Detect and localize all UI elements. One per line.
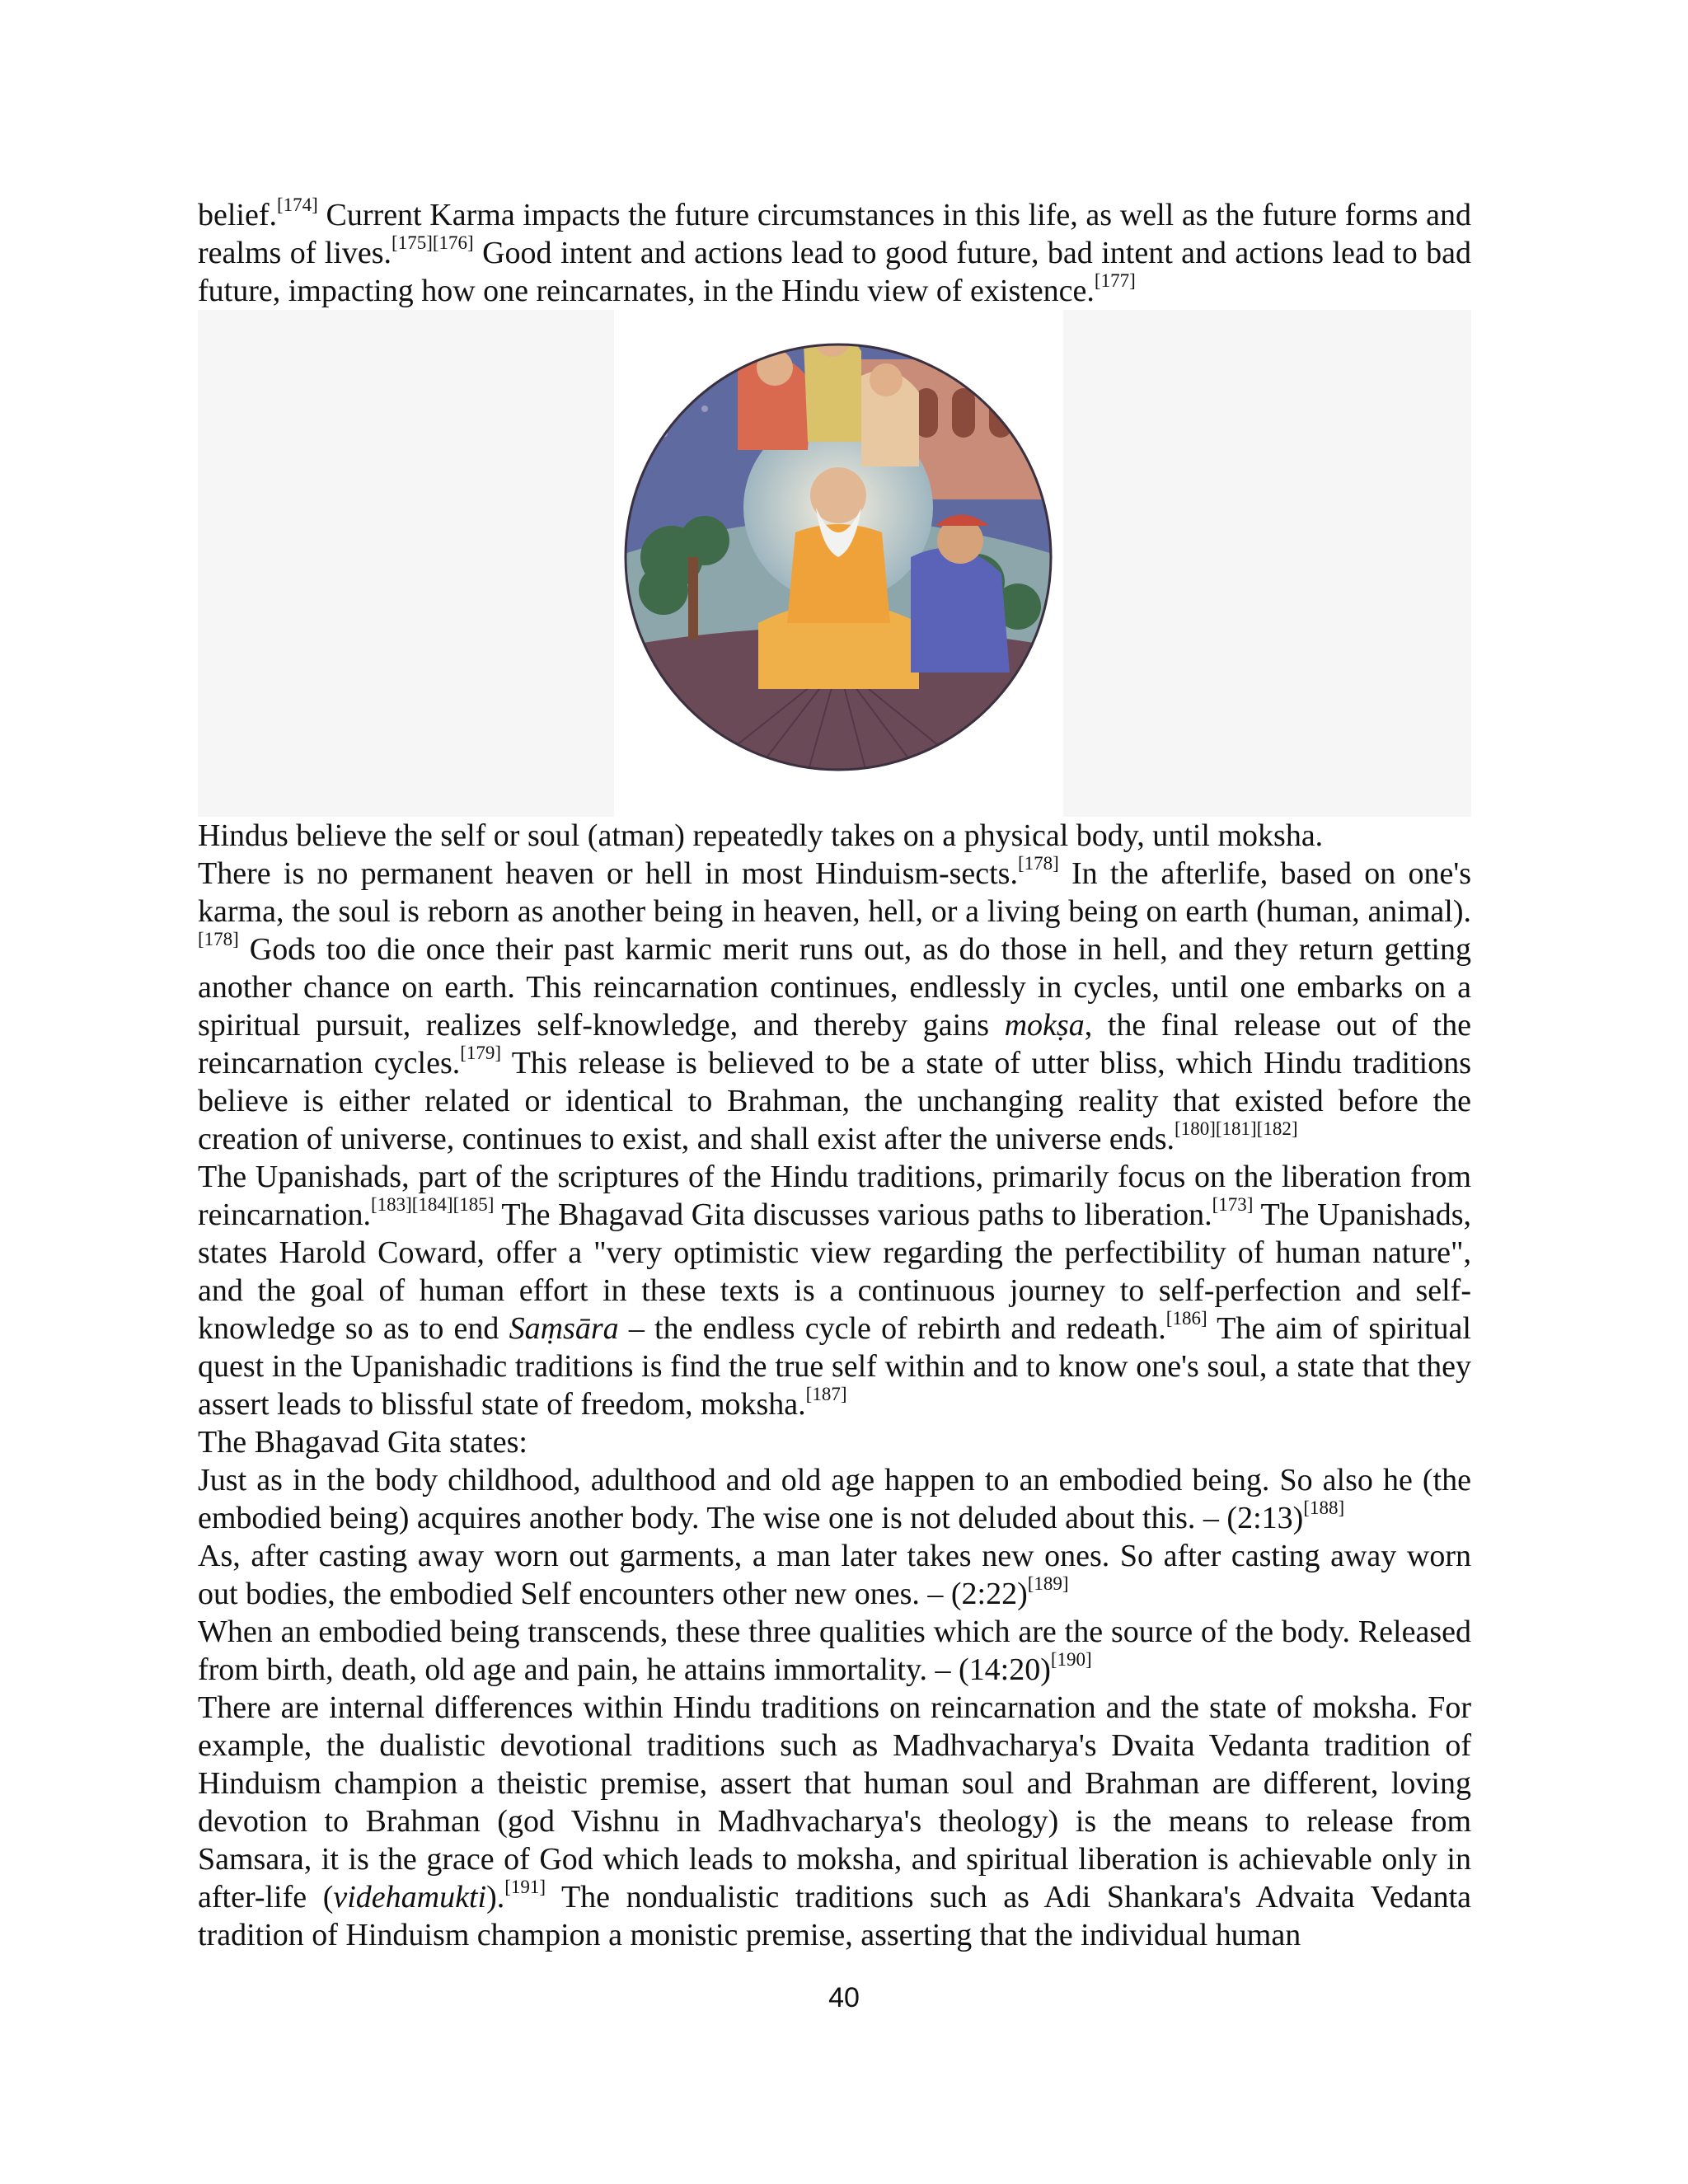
citation-link[interactable]: [179] xyxy=(460,1043,502,1063)
text-run: This release is believed to be a state of utter bliss, which Hindu traditions believe is either related or identical to Brahman, the unchanging reality that existed before the creation of universe, continues to exist, and shall exist after the universe ends. xyxy=(198,1046,1471,1156)
circular-painting xyxy=(614,310,1063,817)
citation-link[interactable]: [178] xyxy=(198,929,239,949)
paragraph-traditions xyxy=(198,1689,1471,1954)
paragraph-gita-2-13 xyxy=(198,1461,1471,1537)
text-run: There are internal differences within Hindu traditions on reincarnation and the state of moksha. For example, the dualistic devotional traditions such as Madhvacharya's Dvaita Vedanta tradition of Hinduism champion a theistic premise, assert that human soul and Brahman are different, loving devotion to Brahman (god Vishnu in Madhvacharya's theology) is the means to release from Samsara, it is the grace of God which leads to moksha, and spiritual liberation is achievable only in after-life ( xyxy=(198,1690,1471,1915)
citation-link[interactable]: [173] xyxy=(1212,1194,1254,1215)
text-run: Good intent and actions lead to good future, bad intent and actions lead to bad future, impacting how one reincarnates, in the Hindu view of existence. xyxy=(198,236,1472,308)
text-run: As, after casting away worn out garments, a man later takes new ones. So after casting away worn out bodies, the embodied Self encounters other new ones. – (2:22) xyxy=(198,1539,1471,1611)
paragraph-gita-2-22 xyxy=(198,1537,1471,1613)
citation-link[interactable]: [187] xyxy=(805,1384,847,1404)
paragraph-karma xyxy=(198,196,1471,310)
paragraph-gita-14-20 xyxy=(198,1613,1471,1689)
citation-link[interactable]: [178] xyxy=(1017,853,1059,874)
citation-link[interactable]: [186] xyxy=(1165,1308,1207,1329)
italic-term: mokṣa xyxy=(1004,1008,1085,1043)
text-run: The Upanishads, states Harold Coward, offer a "very optimistic view regarding the perfectibility of human nature", and the goal of human effort in these texts is a continuous journey to self-perfection and self-knowledge so as to end xyxy=(198,1197,1471,1346)
reincarnation-illustration xyxy=(198,310,1471,817)
citation-link[interactable]: [190] xyxy=(1050,1649,1092,1670)
citation-link[interactable]: [189] xyxy=(1027,1573,1069,1594)
paragraph-upanishads xyxy=(198,1158,1471,1423)
text-run: ). xyxy=(486,1880,505,1915)
text-run: – the endless cycle of rebirth and redeath. xyxy=(618,1311,1166,1346)
text-run: The aim of spiritual quest in the Upanishadic traditions is find the true self within and to know one's soul, a state that they assert leads to blissful state of freedom, moksha. xyxy=(198,1311,1471,1422)
text-run: Current Karma impacts the future circumstances in this life, as well as the future forms and realms of lives. xyxy=(198,198,1471,270)
citation-link[interactable]: [180][181][182] xyxy=(1175,1118,1298,1139)
document-page xyxy=(198,196,1471,1954)
italic-term: videhamukti xyxy=(333,1880,487,1915)
paragraph-gita-intro: The Bhagavad Gita states: xyxy=(198,1425,528,1460)
citation-link[interactable]: [183][184][185] xyxy=(370,1194,495,1215)
text-run: belief. xyxy=(198,198,278,232)
citation-link[interactable]: [191] xyxy=(504,1877,546,1897)
text-run: The nondualistic traditions such as Adi Shankara's Advaita Vedanta tradition of Hinduism champion a monistic premise, asserting that the individual human xyxy=(198,1880,1471,1952)
text-run: , the final release out of the reincarnation cycles. xyxy=(198,1008,1471,1080)
page-number: 40 xyxy=(828,1982,860,2013)
text-run: There is no permanent heaven or hell in most Hinduism-sects. xyxy=(198,856,1018,891)
figure-caption: Hindus believe the self or soul (atman) repeatedly takes on a physical body, until moksha. xyxy=(198,818,1324,853)
text-run: When an embodied being transcends, these three qualities which are the source of the body. Released from birth, death, old age and pain, he attains immortality. – (14:20) xyxy=(198,1615,1471,1687)
text-run: Just as in the body childhood, adulthood and old age happen to an embodied being. So also he (the embodied being) acquires another body. The wise one is not deluded about this. – (2:13) xyxy=(198,1463,1471,1535)
text-run: In the afterlife, based on one's karma, the soul is reborn as another being in heaven, hell, or a living being on earth (human, animal). xyxy=(198,856,1471,929)
citation-link[interactable]: [175][176] xyxy=(392,232,474,253)
citation-link[interactable]: [174] xyxy=(277,194,318,215)
citation-link[interactable]: [188] xyxy=(1303,1497,1345,1518)
text-run: Gods too die once their past karmic merit runs out, as do those in hell, and they return getting another chance on earth. This reincarnation continues, endlessly in cycles, until one embarks on a spiritual pursuit, realizes self-knowledge, and thereby gains xyxy=(198,932,1471,1043)
text-run: The Bhagavad Gita discusses various paths to liberation. xyxy=(494,1197,1212,1232)
paragraph-afterlife xyxy=(198,855,1471,1158)
text-run: The Upanishads, part of the scriptures of the Hindu traditions, primarily focus on the liberation from reincarnation. xyxy=(198,1160,1471,1232)
italic-term: Saṃsāra xyxy=(509,1311,619,1346)
citation-link[interactable]: [177] xyxy=(1094,270,1136,291)
